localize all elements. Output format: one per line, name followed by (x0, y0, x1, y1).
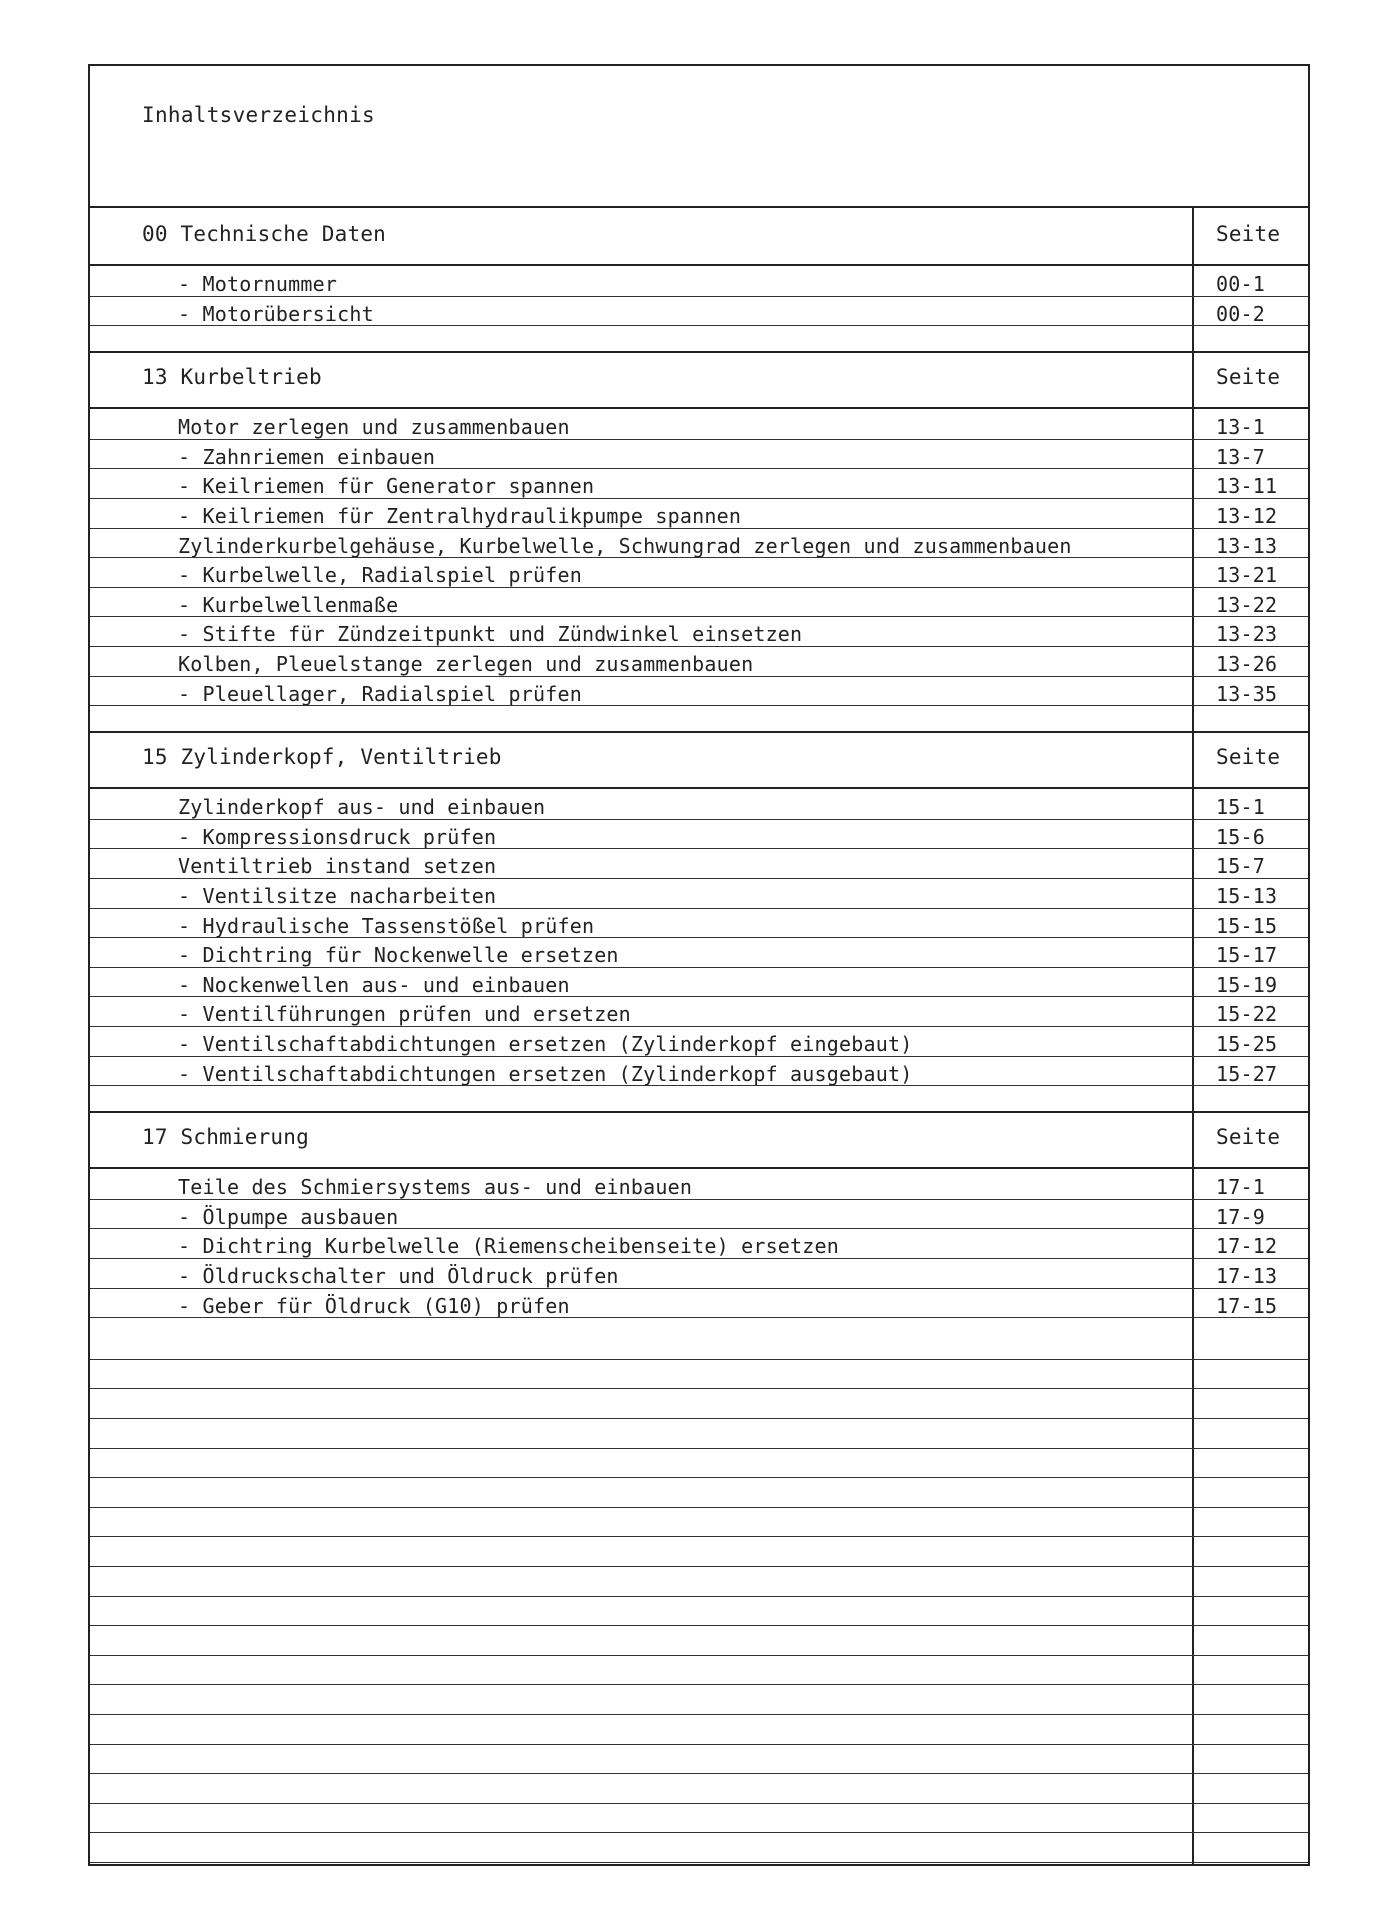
entry-page: 17-15 (1216, 1293, 1278, 1318)
entry-rule (90, 878, 1308, 879)
document-title: Inhaltsverzeichnis (142, 103, 375, 127)
entry-label: - Keilriemen für Zentralhydraulikpumpe spannen (178, 504, 742, 528)
entry-rule (90, 296, 1308, 297)
entry-page: 17-13 (1216, 1264, 1278, 1288)
entry-label: - Ventilschaftabdichtungen ersetzen (Zylinderkopf eingebaut) (178, 1032, 913, 1056)
section-header-rule (90, 264, 1308, 266)
entry-label: - Pleuellager, Radialspiel prüfen (178, 681, 582, 706)
entry-page: 15-25 (1216, 1032, 1278, 1056)
entry-label: Teile des Schmiersystems aus- und einbauen (178, 1175, 693, 1200)
entry-rule (90, 1056, 1308, 1057)
blank-rule (90, 1862, 1308, 1863)
entry-page: 15-13 (1216, 884, 1278, 908)
section-header (90, 208, 1308, 264)
entry-page: 15-19 (1216, 972, 1278, 997)
entry-label: - Keilriemen für Generator spannen (178, 474, 595, 499)
entry-rule (90, 967, 1308, 968)
entry-label: - Kompressionsdruck prüfen (178, 824, 497, 849)
entry-page: 13-1 (1216, 415, 1265, 440)
entry-rule (90, 1317, 1308, 1318)
entry-label: - Öldruckschalter und Öldruck prüfen (178, 1264, 619, 1288)
entry-label: - Kurbelwelle, Radialspiel prüfen (178, 563, 582, 588)
entry-rule (90, 1026, 1308, 1027)
entry-rule (90, 1085, 1308, 1086)
toc-frame (88, 64, 1310, 1866)
entry-page: 13-7 (1216, 444, 1265, 469)
entry-rule (90, 819, 1308, 820)
entry-rule (90, 439, 1308, 440)
section-title: 17 Schmierung (142, 1125, 309, 1150)
blank-rule (90, 1832, 1308, 1833)
section-header (90, 351, 1308, 407)
entry-rule (90, 468, 1308, 469)
entry-label: - Ventilführungen prüfen und ersetzen (178, 1002, 631, 1027)
entry-rule (90, 498, 1308, 499)
entry-rule (90, 646, 1308, 647)
entry-label: - Geber für Öldruck (G10) prüfen (178, 1293, 570, 1318)
entry-page: 15-6 (1216, 824, 1265, 849)
entry-label: - Nockenwellen aus- und einbauen (178, 972, 570, 997)
blank-rule (90, 1596, 1308, 1597)
blank-rule (90, 1418, 1308, 1419)
entry-label: Motor zerlegen und zusammenbauen (178, 415, 570, 440)
entry-rule (90, 587, 1308, 588)
blank-rule (90, 1536, 1308, 1537)
entry-page: 13-26 (1216, 652, 1278, 676)
entry-label: Zylinderkopf aus- und einbauen (178, 795, 546, 820)
section-title: 00 Technische Daten (142, 222, 387, 246)
section-header-rule (90, 787, 1308, 789)
entry-page: 15-7 (1216, 854, 1265, 879)
blank-rule (90, 1507, 1308, 1508)
entry-rule (90, 908, 1308, 909)
blank-rule (90, 1714, 1308, 1715)
entry-page: 00-2 (1216, 301, 1265, 326)
seite-header: Seite (1216, 365, 1281, 390)
blank-rule (90, 1744, 1308, 1745)
entry-rule (90, 616, 1308, 617)
entry-page: 13-13 (1216, 533, 1278, 558)
entry-label: - Dichtring für Nockenwelle ersetzen (178, 943, 619, 968)
title-box (90, 66, 1308, 208)
entry-rule (90, 848, 1308, 849)
seite-header: Seite (1216, 222, 1281, 246)
blank-rule (90, 1388, 1308, 1389)
entry-label: - Dichtring Kurbelwelle (Riemenscheibenseite) ersetzen (178, 1234, 840, 1259)
entry-page: 15-1 (1216, 795, 1265, 820)
section-title: 13 Kurbeltrieb (142, 365, 322, 390)
seite-header: Seite (1216, 1125, 1281, 1150)
entry-label: Kolben, Pleuelstange zerlegen und zusammenbauen (178, 652, 754, 676)
blank-rule (90, 1684, 1308, 1685)
seite-header: Seite (1216, 745, 1281, 770)
section-header (90, 1111, 1308, 1167)
entry-page: 15-27 (1216, 1061, 1278, 1086)
entry-page: 13-21 (1216, 563, 1278, 588)
entry-label: - Ventilsitze nacharbeiten (178, 884, 497, 908)
entry-page: 17-1 (1216, 1175, 1265, 1200)
entry-label: - Motornummer (178, 272, 338, 296)
blank-rule (90, 1625, 1308, 1626)
entry-label: - Hydraulische Tassenstößel prüfen (178, 913, 595, 938)
entry-label: - Kurbelwellenmaße (178, 592, 399, 617)
entry-rule (90, 528, 1308, 529)
entry-page: 00-1 (1216, 272, 1265, 296)
entry-rule (90, 325, 1308, 326)
entry-label: Ventiltrieb instand setzen (178, 854, 497, 879)
entry-page: 13-23 (1216, 622, 1278, 647)
section-header-rule (90, 407, 1308, 409)
entry-page: 13-22 (1216, 592, 1278, 617)
entry-rule (90, 557, 1308, 558)
entry-label: - Motorübersicht (178, 301, 374, 326)
entry-rule (90, 676, 1308, 677)
entry-rule (90, 1288, 1308, 1289)
section-header (90, 731, 1308, 787)
entry-page: 17-9 (1216, 1204, 1265, 1229)
entry-rule (90, 705, 1308, 706)
entry-label: - Ventilschaftabdichtungen ersetzen (Zylinderkopf ausgebaut) (178, 1061, 913, 1086)
entry-label: - Ölpumpe ausbauen (178, 1204, 399, 1229)
entry-label: Zylinderkurbelgehäuse, Kurbelwelle, Schwungrad zerlegen und zusammenbauen (178, 533, 1072, 558)
blank-rule (90, 1773, 1308, 1774)
entry-rule (90, 1258, 1308, 1259)
entry-rule (90, 1228, 1308, 1229)
entry-label: - Stifte für Zündzeitpunkt und Zündwinkel einsetzen (178, 622, 803, 647)
section-title: 15 Zylinderkopf, Ventiltrieb (142, 745, 502, 770)
entry-rule (90, 937, 1308, 938)
entry-page: 15-17 (1216, 943, 1278, 968)
blank-rule (90, 1655, 1308, 1656)
blank-rule (90, 1477, 1308, 1478)
entry-rule (90, 1199, 1308, 1200)
entry-page: 17-12 (1216, 1234, 1278, 1259)
blank-rule (90, 1448, 1308, 1449)
blank-rule (90, 1566, 1308, 1567)
section-header-rule (90, 1167, 1308, 1169)
entry-page: 13-11 (1216, 474, 1278, 499)
entry-page: 13-35 (1216, 681, 1278, 706)
entry-page: 13-12 (1216, 504, 1278, 528)
entry-label: - Zahnriemen einbauen (178, 444, 436, 469)
blank-rule (90, 1803, 1308, 1804)
blank-rule (90, 1359, 1308, 1360)
entry-page: 15-22 (1216, 1002, 1278, 1027)
entry-page: 15-15 (1216, 913, 1278, 938)
entry-rule (90, 996, 1308, 997)
